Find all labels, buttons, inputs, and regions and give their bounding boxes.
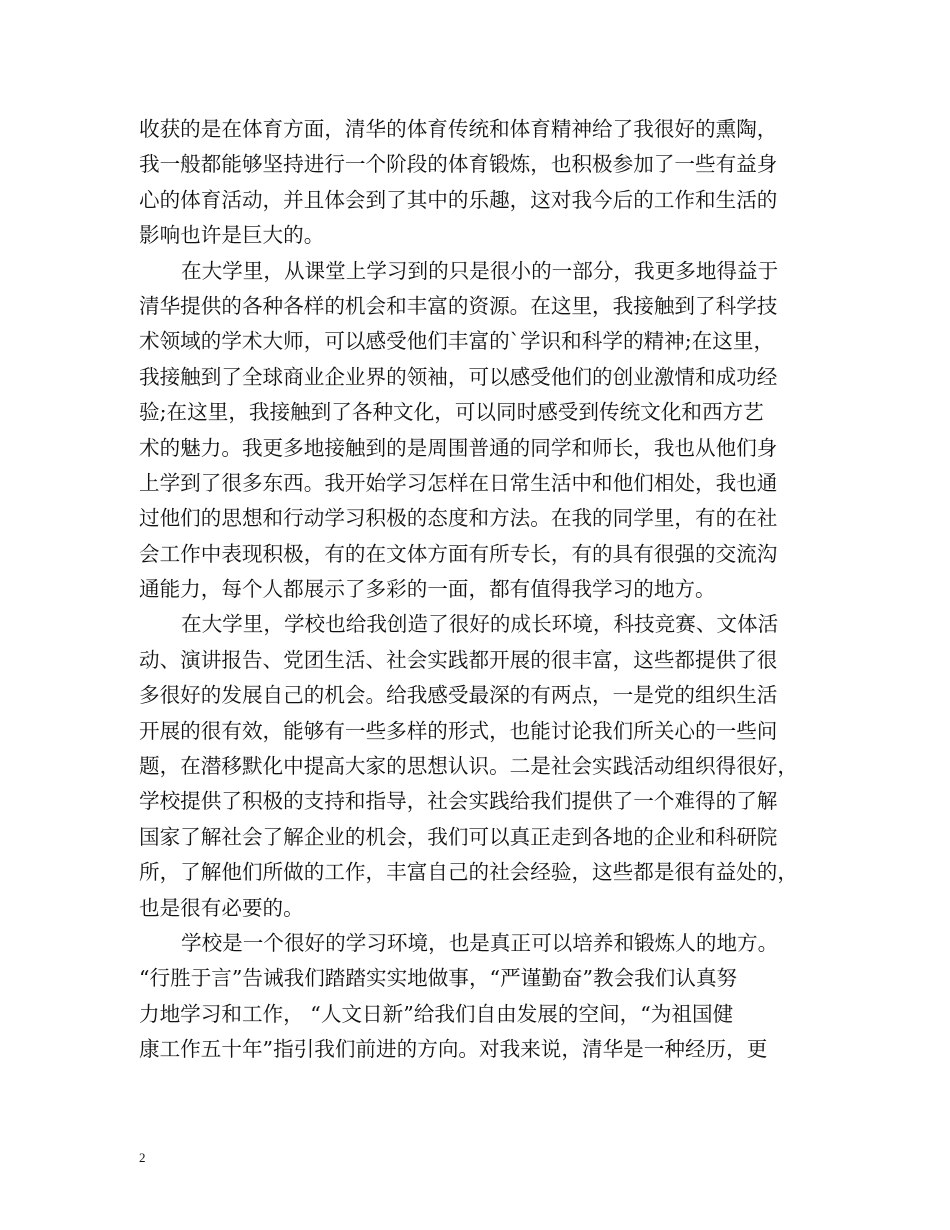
text-line: 在大学里，从课堂上学习到的只是很小的一部分，我更多地得益于 [181, 258, 779, 283]
text-line: 康工作五十年”指引我们前进的方向。对我来说，清华是一种经历，更 [139, 1037, 768, 1062]
paragraph-2 [139, 254, 829, 608]
text-line: 过他们的思想和行动学习积极的态度和方法。在我的同学里，有的在社 [139, 506, 778, 531]
text-line: 我接触到了全球商业企业界的领袖，可以感受他们的创业激情和成功经 [139, 364, 778, 389]
text-line: 收获的是在体育方面，清华的体育传统和体育精神给了我很好的熏陶， [139, 117, 778, 141]
text-line: 影响也许是巨大的。 [139, 223, 325, 248]
paragraph-3 [139, 607, 829, 926]
body-text [139, 112, 829, 1068]
paragraph-4 [139, 926, 829, 1068]
text-line: 通能力，每个人都展示了多彩的一面，都有值得我学习的地方。 [139, 577, 716, 602]
text-line: 学校提供了积极的支持和指导，社会实践给我们提供了一个难得的了解 [139, 789, 778, 814]
text-line: 在大学里，学校也给我创造了很好的成长环境，科技竞赛、文体活 [181, 612, 779, 637]
text-line: 国家了解社会了解企业的机会，我们可以真正走到各地的企业和科研院 [139, 824, 778, 849]
text-line: 也是很有必要的。 [139, 895, 304, 920]
text-line: “行胜于言”告诫我们踏踏实实地做事，“严谨勤奋”教会我们认真努 [139, 966, 738, 991]
text-line: 验;在这里，我接触到了各种文化，可以同时感受到传统文化和西方艺 [139, 400, 764, 425]
text-line: 清华提供的各种各样的机会和丰富的资源。在这里，我接触到了科学技 [139, 293, 778, 318]
text-line: 上学到了很多东西。我开始学习怎样在日常生活中和他们相处，我也通 [139, 470, 778, 495]
paragraph-1 [139, 112, 829, 254]
text-line: 心的体育活动，并且体会到了其中的乐趣，这对我今后的工作和生活的 [139, 187, 778, 212]
text-line: 所，了解他们所做的工作，丰富自己的社会经验，这些都是很有益处的， [139, 860, 798, 885]
page-number: 2 [139, 1150, 146, 1165]
text-line: 会工作中表现积极，有的在文体方面有所专长，有的具有很强的交流沟 [139, 541, 778, 566]
text-line: 力地学习和工作， “人文日新”给我们自由发展的空间，“为祖国健 [139, 1001, 734, 1026]
text-line: 题，在潜移默化中提高大家的思想认识。二是社会实践活动组织得很好， [139, 754, 798, 779]
text-line: 多很好的发展自己的机会。给我感受最深的有两点，一是党的组织生活 [139, 683, 778, 708]
text-line: 术领域的学术大师，可以感受他们丰富的`学识和科学的精神;在这里， [139, 329, 775, 354]
text-line: 开展的很有效，能够有一些多样的形式，也能讨论我们所关心的一些问 [139, 718, 778, 743]
text-line: 学校是一个很好的学习环境，也是真正可以培养和锻炼人的地方。 [181, 930, 779, 955]
text-line: 术的魅力。我更多地接触到的是周围普通的同学和师长，我也从他们身 [139, 435, 778, 460]
text-line: 我一般都能够坚持进行一个阶段的体育锻炼，也积极参加了一些有益身 [139, 152, 778, 177]
text-line: 动、演讲报告、党团生活、社会实践都开展的很丰富，这些都提供了很 [139, 647, 778, 672]
